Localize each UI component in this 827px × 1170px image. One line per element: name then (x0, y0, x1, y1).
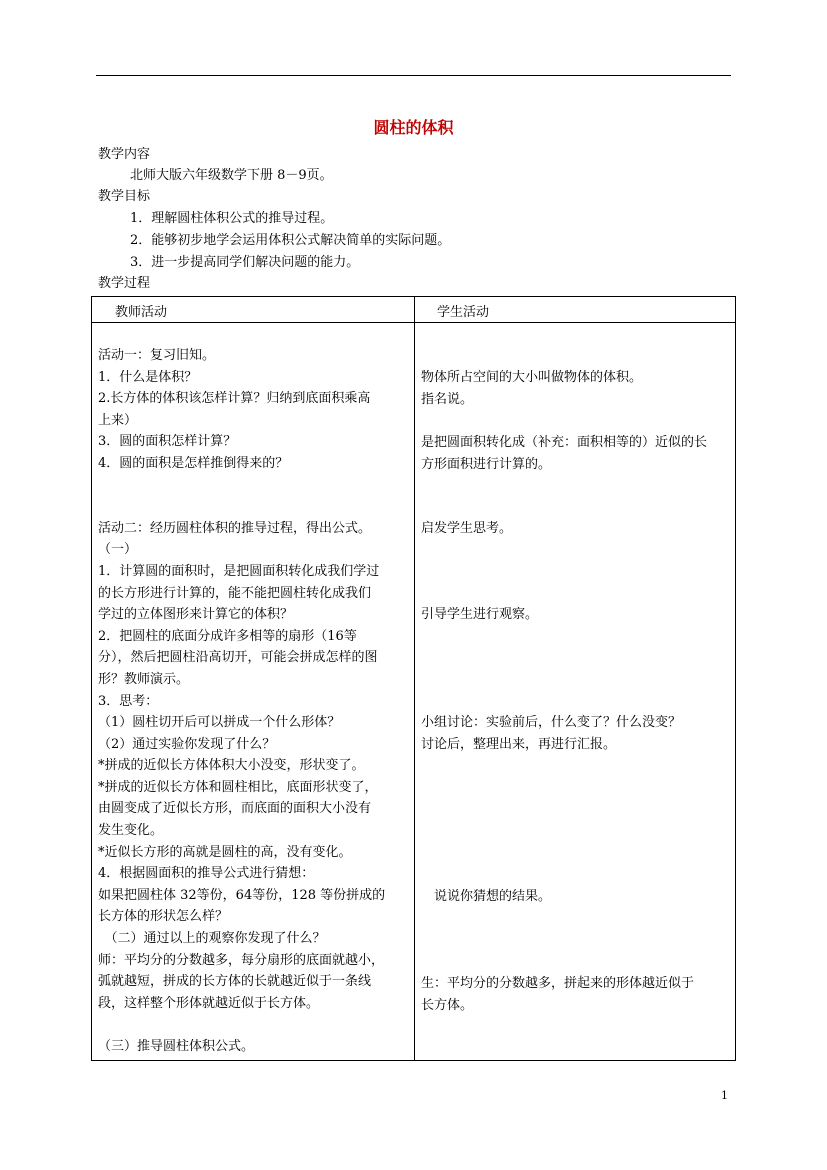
process-heading: 教学过程 (98, 276, 151, 291)
teacher-line: （三）推导圆柱体积公式。 (98, 1039, 255, 1054)
student-line: 方形面积进行计算的。 (421, 456, 552, 472)
student-activity-block (421, 886, 733, 908)
student-activity-block (421, 518, 733, 540)
goals-heading: 教学目标 (98, 189, 151, 204)
teacher-line: 活动一：复习旧知。 (98, 348, 216, 363)
teacher-line: 长方体的形状怎么样？ (98, 909, 229, 925)
goal-item: 2．能够初步地学会运用体积公式解决简单的实际问题。 (130, 233, 451, 248)
teacher-line: 由圆变成了近似长方形，而底面的面积大小没有 (98, 801, 372, 817)
teacher-line: 2.长方体的体积该怎样计算？归纳到底面积乘高 (98, 391, 371, 407)
content-text: 北师大版六年级数学下册 8－9页。 (130, 168, 333, 183)
teacher-line: 发生变化。 (98, 823, 164, 839)
student-line: 引导学生进行观察。 (421, 607, 539, 622)
teacher-line: 2．把圆柱的底面分成许多相等的扇形（16等 (98, 628, 357, 644)
teacher-line: 1．计算圆的面积时，是把圆面积转化成我们学过 (98, 563, 380, 579)
teacher-line: 如果把圆柱体 32等份，64等份，128 等份拼成的 (98, 887, 386, 903)
process-table (91, 296, 736, 1061)
student-activity-block (421, 367, 733, 410)
student-activity-block (421, 712, 733, 755)
teacher-line (98, 475, 410, 497)
table-column-divider (414, 297, 415, 1060)
teacher-line: （二）通过以上的观察你发现了什么？ (98, 931, 326, 947)
student-line: 生：平均分的分数越多，拼起来的形体越近似于 (421, 976, 695, 991)
student-line: 是把圆面积转化成（补充：面积相等的）近似的长 (421, 435, 708, 450)
student-column-header: 学生活动 (437, 305, 490, 320)
teacher-activity-cell (98, 345, 410, 1058)
student-line: 说说你猜想的结果。 (421, 889, 552, 904)
teacher-line: 上来） (98, 412, 138, 428)
teacher-line: 3．圆的面积怎样计算？ (98, 434, 237, 450)
student-line: 物体所占空间的大小叫做物体的体积。 (421, 370, 643, 385)
content-heading: 教学内容 (98, 147, 151, 162)
student-line: 长方体。 (421, 997, 474, 1013)
header-rule (96, 75, 731, 76)
teacher-line: 的长方形进行计算的，能不能把圆柱转化成我们 (98, 585, 372, 601)
student-line: 小组讨论：实验前后，什么变了？什么没变？ (421, 715, 682, 730)
student-activity-block (421, 432, 733, 475)
teacher-column-header: 教师活动 (115, 305, 168, 320)
teacher-line: *近似长方形的高就是圆柱的高，没有变化。 (98, 844, 352, 860)
teacher-line: 4．圆的面积是怎样推倒得来的？ (98, 455, 289, 471)
student-line: 指名说。 (421, 391, 474, 407)
teacher-line: 1．什么是体积？ (98, 369, 198, 385)
teacher-line: 分），然后把圆柱沿高切开，可能会拼成怎样的图 (98, 650, 378, 666)
student-line: 讨论后，整理出来，再进行汇报。 (421, 736, 617, 752)
student-activity-block (421, 973, 733, 1016)
teacher-line: 学过的立体图形来计算它的体积？ (98, 607, 294, 623)
teacher-line: （1）圆柱切开后可以拼成一个什么形体？ (98, 715, 341, 731)
teacher-line: 3．思考： (98, 693, 159, 709)
teacher-line: （一） (98, 542, 138, 558)
goal-item: 1．理解圆柱体积公式的推导过程。 (130, 211, 334, 226)
teacher-line: 形？教师演示。 (98, 671, 190, 687)
teacher-line: （2）通过实验你发现了什么？ (98, 736, 276, 752)
student-line: 启发学生思考。 (421, 521, 513, 536)
teacher-line: *拼成的近似长方体和圆柱相比，底面形状变了， (98, 779, 378, 795)
goal-item: 3．进一步提高同学们解决问题的能力。 (130, 255, 360, 270)
teacher-line (98, 1014, 410, 1036)
teacher-line: 活动二：经历圆柱体积的推导过程，得出公式。 (98, 520, 372, 536)
teacher-line: 师：平均分的分数越多，每分扇形的底面就越小， (98, 952, 385, 968)
page-number: 1 (721, 1089, 728, 1102)
teacher-line: 弧就越短，拼成的长方体的长就越近似于一条线 (98, 974, 372, 990)
teacher-line: *拼成的近似长方体体积大小没变，形状变了。 (98, 758, 365, 774)
teacher-line (98, 496, 410, 518)
student-activity-block (421, 604, 733, 626)
page-title: 圆柱的体积 (373, 118, 454, 137)
teacher-line: 段，这样整个形体就越近似于长方体。 (98, 995, 320, 1011)
teacher-line: 4．根据圆面积的推导公式进行猜想： (98, 866, 315, 882)
